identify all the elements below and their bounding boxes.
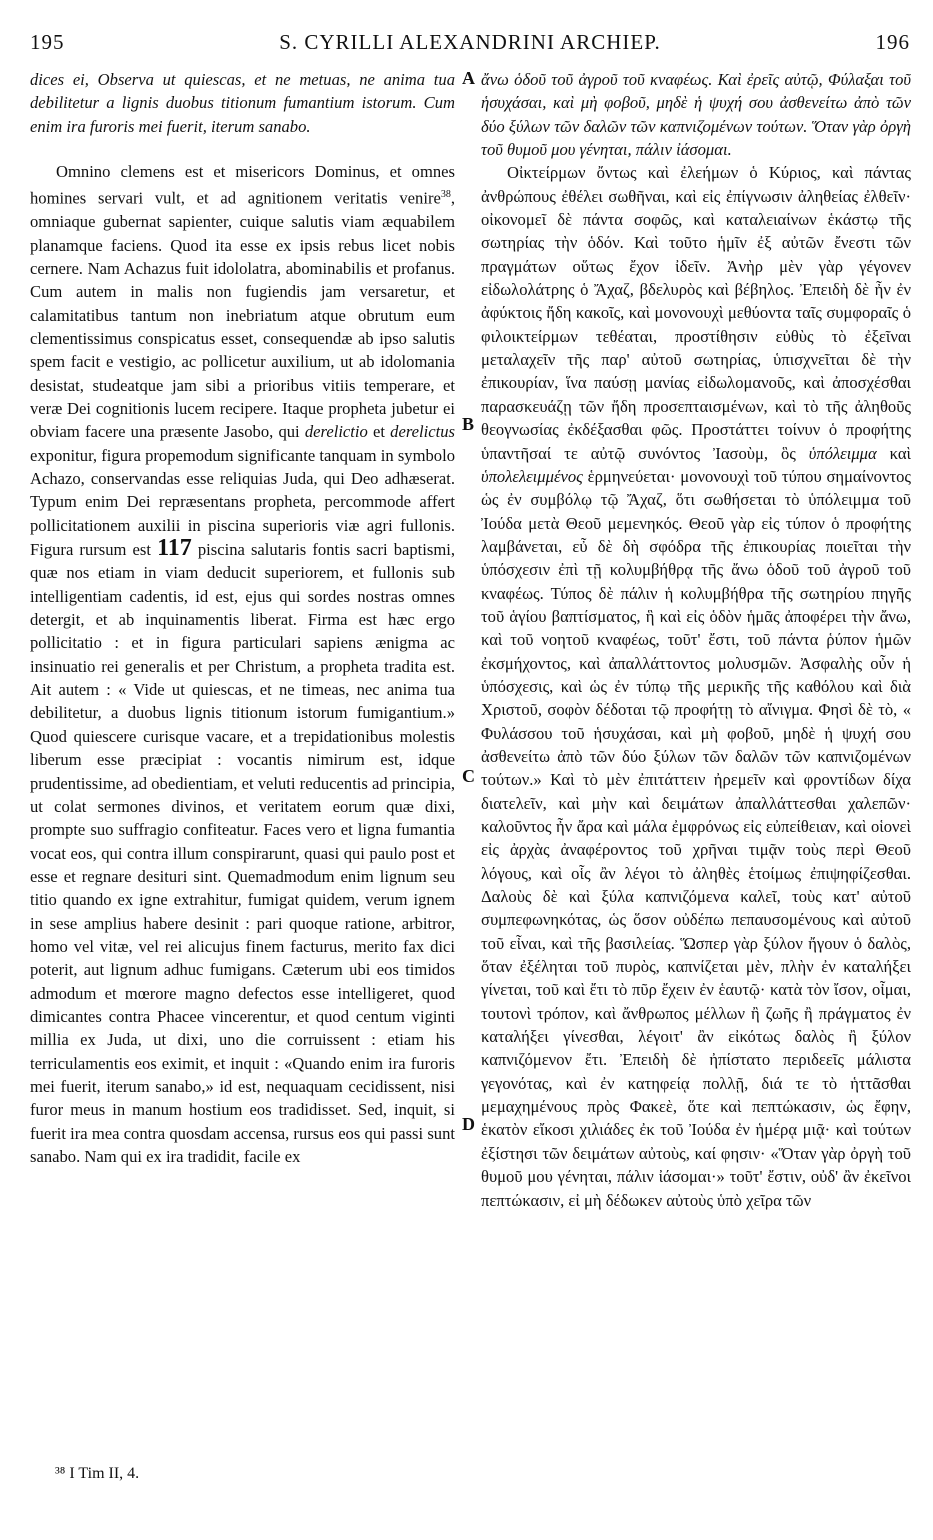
running-header: [30, 30, 910, 60]
latin-scripture-quote: dices ei, Observa ut quiescas, et ne metuas, ne anima tua debilitetur a lignis duobus titionum fumantium istorum. Cum enim ira furoris mei fuerit, iterum sanabo.: [30, 70, 455, 136]
footnote: ³⁸ I Tim II, 4.: [55, 1465, 140, 1482]
greek-scripture-quote: ἄνω ὁδοῦ τοῦ ἀγροῦ τοῦ κναφέως. Καὶ ἐρεῖς αὐτῷ, Φύλαξαι τοῦ ἡσυχάσαι, καὶ μὴ φοβοῦ, μηδὲ ἡ ψυχή σου ἀσθενείτω ἀπὸ τῶν δύο ξύλων τῶν δαλῶν τῶν καπνιζομένων τούτων. Ὅταν γὰρ ὀργὴ τοῦ θυμοῦ μου γένηται, πάλιν ἰάσομαι.: [481, 70, 911, 160]
running-title: S. CYRILLI ALEXANDRINI ARCHIEP.: [279, 30, 661, 54]
greek-column: [481, 68, 911, 1212]
latin-column: [30, 68, 455, 1168]
footnote-ref: 38: [440, 189, 451, 201]
margin-marker-c: C: [462, 766, 475, 786]
latin-paragraph: Omnino clemens est et misericors Dominus, et omnes homines servari vult, et ad agnitionem veritatis venire$^{38}$, omniaque gubernat sapienter, cuique salutis viam æquabilem planamque faciens. Quod ita esse ex ipsis rebus licet nobis cernere. Nam Achazus fuit idololatra, abominabilis et profanus. Cum autem in malis non fugiendis jam versaretur, et calamitatibus tantum non inebriatum atque obrutum eum clementissimus conspicatus esset, consequendæ ab ipso salutis spem facit e vestigio, ac pollicetur auxilium, ut ab idolomania desistat, studeatque jam sibi a prioribus vitiis temperare, et veræ Dei cognitionis lucem recipere. Itaque propheta jubetur ei obviam facere una præsente Jasobo, qui derelictio et derelictus exponitur, figura propemodum significante tanquam in symbolo Achazo, conservandas esse reliquias Juda, qui Deo adhæserat. Typum enim Dei repræsentans propheta, percommode affert pollicitationem auxilii in piscina superioris viæ agri fullonis. Figura rursum est 117 piscina salutaris fontis sacri baptismi, quæ nos etiam in viam deducit superiorem, et fullonis sub intelligentiam cadentis, id est, ejus qui sordes nostras omnes detergit, et ab inquinamentis liberat. Firma est hæc ergo pollicitatio : et in figura particulari sapiens ænigma ac insinuatio rei generalis et per Christum, a propheta tradita est. Ait autem : « Vide ut quiescas, et ne timeas, nec anima tua debilitetur, a duobus lignis titionum istorum fumigantium.» Quod quiescere curisque vacare, et a trepidationibus molestis liberum esse præcipiat : vocantis nimirum est, idque prudentissime, ad obedientiam, et veluti reducentis ad principia, ut colat sermones divinos, et veritatem eorum quæ dixi, prompte suo suffragio confiteatur. Faces vero et ligna fumantia vocat eos, qui contra illum conspirarunt, quasi qui paulo post et esse et regnare desituri sint. Quemadmodum enim lignum seu titio quando ex igne extrahitur, fumigat quidem, verum ignem in sese amplius habere desinit : pari quoque ratione, arbitror, homo vel vitæ, vel rei alicujus finem facturus, merito fax dici poterit, aut lignum adhuc fumigans. Cæterum ubi eos timidos admodum et mœrore magno defectos esse intelligeret, quod dimicantes contra Phacee vincerentur, et quod centum viginti millia ex Juda, ut dixi, uno die corruissent : etiam his terriculamentis eos eximit, et inquit : «Quando enim ira furoris mei fuerit, iterum sanabo,» id est, nequaquam cecidissent, nisi furor meus in manum hostium eos tradidisset. Sed, inquit, si fuerit ira mea contra quosdam accensa, rursus eos qui passi sunt sanabo. Nam qui ex ira tradidit, facile ex: [30, 162, 455, 1166]
greek-paragraph: Οἰκτείρμων ὄντως καὶ ἐλεήμων ὁ Κύριος, καὶ πάντας ἀνθρώπους ἐθέλει σωθῆναι, καὶ εἰς ἐπίγνωσιν ἀληθείας ἐλθεῖν· οἰκονομεῖ δὲ πάντα σοφῶς, καὶ καταλειαίνων ἑκάστῳ τῆς σωτηρίας τὴν ὁδόν. Καὶ τοῦτο ἡμῖν ἐξ αὐτῶν ἔνεστι τῶν πραγμάτων οὕτως ἔχον ἰδεῖν. Ἀνὴρ μὲν γὰρ γέγονεν εἰδωλολάτρης ὁ Ἄχαζ, βδελυρὸς καὶ βέβηλος. Ἐπειδὴ δὲ ἦν ἐν ἀφύκτοις ἤδη κακοῖς, καὶ μονονουχὶ μεθύοντα ταῖς συμφοραῖς ὁ φιλοικτείρμων τεθέαται, προστίθησιν εὐθὺς τὸ ἐξεῖναι μεταλαχεῖν τῆς παρ' αὐτοῦ σωτηρίας, ὑπισχνεῖται δὲ τὴν ἐπικουρίαν, ἵνα παύσῃ μανίας εἰδωλομανοῦς, καὶ ἀποσχέσθαι παρασκευάζῃ τῶν ἤδη προσεπταισμένων, καὶ τὸ τῆς ἀληθοῦς θεογνωσίας ἐκδέξασθαι φῶς. Προστάττει τοίνυν ὁ προφήτης ὑπαντῆσαί τε αὐτῷ συνόντος Ἰασοὺμ, ὃς ὑπόλειμμα καὶ ὑπολελειμμένος ἑρμηνεύεται· μονονουχὶ τοῦ τύπου σημαίνοντος ὡς ἐν συμβόλῳ τῷ Ἄχαζ, ὅτι σωθήσεται τὸ ὑπόλειμμα τοῦ Ἰούδα μετὰ Θεοῦ μεμενηκός. Θεοῦ γὰρ εἰς τύπον ὁ προφήτης λαμβάνεται, εὖ δὲ δὴ σφόδρα τῆς ἐπικουρίας ποιεῖται τὴν ὑπόσχεσιν ἐπὶ τῇ κολυμβήθρᾳ τῆς ἄνω ὁδοῦ τοῦ ἀγροῦ τοῦ κναφέως. Τύπος δὲ πάλιν ἡ κολυμβήθρα τῆς σωτηρίου πηγῆς τοῦ ἁγίου βαπτίσματος, ἣ καὶ εἰς ὁδὸν ἡμᾶς ἀποφέρει τὴν ἄνω, καὶ τοῦ νοητοῦ κναφέως, τοῦτ' ἔστι, τοῦ πάντα ῥύπον ἡμῶν ἐκσμήχοντος, καὶ ἀπαλλάττοντος μολυσμῶν. Ἀσφαλὴς οὖν ἡ ὑπόσχεσις, καὶ ὡς ἐν τύπῳ τῆς μερικῆς τῆς καθόλου καὶ διὰ Χριστοῦ, σοφὸν δέδοται τῷ προφήτῃ τὸ αἴνιγμα. Φησὶ δὲ τὸ, « Φυλάσσου τοῦ ἡσυχάσαι, καὶ μὴ φοβοῦ, μηδὲ ἡ ψυχή σου ἀσθενείτω ἀπὸ τῶν δύο ξύλων τῶν δαλῶν τῶν καπνιζομένων τούτων.» Καὶ τὸ μὲν ἐπιτάττειν ἠρεμεῖν καὶ φροντίδων δίχα διατελεῖν, καὶ μὴν καὶ δειμάτων ἀπαλλάττεσθαι χαλεπῶν· καλοῦντος ἦν ἄρα καὶ μάλα ἐμφρόνως εἰς εὐπείθειαν, καὶ οἱονεὶ εἰς ἀρχὰς ἀναφέροντος τοῦ χρῆναι τιμᾷν τοὺς περὶ Θεοῦ λόγους, καὶ οἷς ἂν λέγοι τὸ ἀληθὲς ἑτοίμως ἐπιψηφίζεσθαι. Δαλοὺς δὲ καὶ ξύλα καπνιζόμενα καλεῖ, τοὺς κατ' αὐτοῦ συμπεφωνηκότας, ὡς ὅσον οὐδέπω πεπαυσομένους καὶ αὐτοῦ τοῦ εἶναι, καὶ τῆς βασιλείας. Ὥσπερ γὰρ ξύλον ἤγουν ὁ δαλὸς, ὅταν ἐξέληται τοῦ πυρὸς, καπνίζεται μὲν, πλὴν ἐν καταλήξει γίνεται, τοῦ καὶ ἔτι τὸ πῦρ ἔχειν ἐν ἑαυτῷ· κατὰ τὸν ἴσον, οἶμαι, τουτονὶ τρόπον, καὶ ἄνθρωπος μέλλων ἢ ζωῆς ἢ πράγματος ἐν καταλήξει γίνεσθαι, λέγοιτ' ἂν εἰκότως δαλὸς ἢ ξύλον καπνιζόμενον ἔτι. Ἐπειδὴ δὲ ἠπίστατο περιδεεῖς μάλιστα γεγονότας, καὶ ἐν κατηφείᾳ πολλῇ, διά τε τὸ ἡττᾶσθαι μεμαχημένους πρὸς Φακεὲ, ὅτε καὶ πεπτώκασιν, ὡς ἔφην, ἑκατὸν εἴκοσι χιλιάδες ἐκ τοῦ Ἰούδα ἐν ἡμέρᾳ μιᾷ· καὶ τούτων ἐξίστησι τῶν δειμάτων αὐτοὺς, καί φησιν· «Ὅταν γὰρ ὀργὴ τοῦ θυμοῦ μου γένηται, πάλιν ἰάσομαι·» τοῦτ' ἔστιν, οὐδ' ἂν ἐκεῖνοι πεπτώκασιν, εἰ μὴ δέδωκεν αὐτοὺς ὑπὸ χεῖρα τῶν: [481, 163, 911, 1210]
page-number-left: 195: [30, 30, 65, 54]
column-number: 117: [157, 535, 192, 562]
margin-marker-b: B: [462, 414, 475, 434]
margin-marker-d: D: [462, 1114, 475, 1134]
margin-marker-a: A: [462, 68, 475, 88]
page-number-right: 196: [875, 30, 910, 54]
